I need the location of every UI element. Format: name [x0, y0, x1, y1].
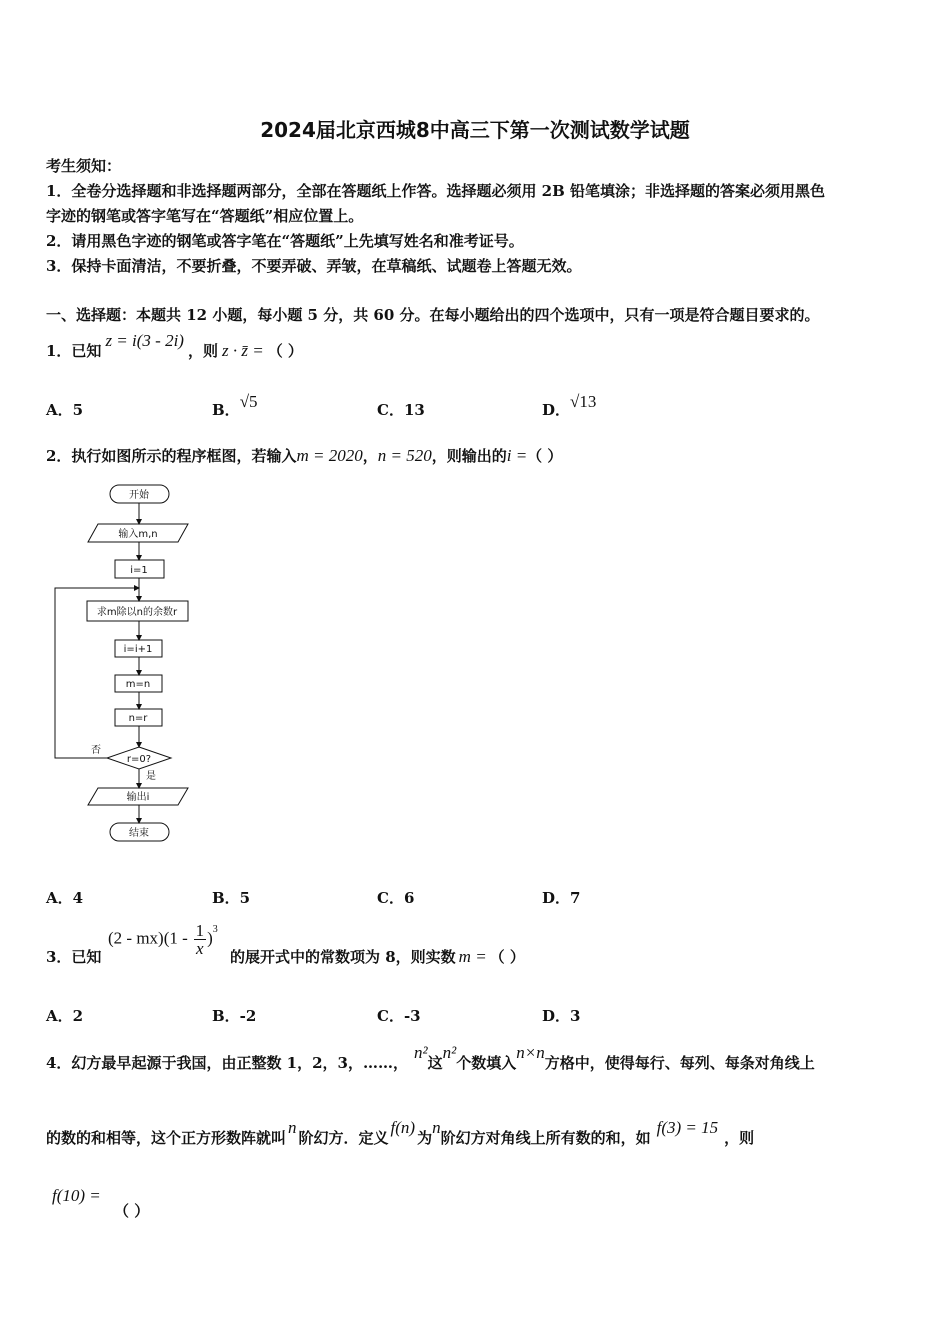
q3-option-c[interactable]: C．-3: [377, 1007, 421, 1025]
q1-option-b[interactable]: [212, 392, 258, 420]
page-title: 2024届北京西城8中高三下第一次测试数学试题: [260, 118, 690, 142]
q2-stem: [46, 445, 562, 466]
q1-option-a[interactable]: A．5: [46, 401, 84, 419]
q2-option-b[interactable]: B．5: [212, 889, 251, 907]
notice-heading: 考生须知：: [46, 157, 122, 175]
q2-option-a[interactable]: A．4: [46, 889, 84, 907]
q1-option-d[interactable]: [542, 392, 597, 420]
q2-option-c[interactable]: C．6: [377, 889, 415, 907]
notice-line-1a: 1．全卷分选择题和非选择题两部分，全部在答题纸上作答。选择题必须用 2B 铅笔填涂；非选择题的答案必须用黑色: [46, 182, 826, 200]
q1-option-b-value: √5: [239, 392, 258, 411]
notice-line-3: 3．保持卡面清洁，不要折叠，不要弄破、弄皱，在草稿纸、试题卷上答题无效。: [46, 257, 582, 275]
q3-formula: [108, 922, 218, 957]
q4-line1-mid: 个数填入: [456, 1054, 517, 1072]
q4-line1-prefix: 4．幻方最早起源于我国，由正整数 1，2，3，……，: [46, 1054, 408, 1072]
flow-cond-label: r=0?: [126, 754, 152, 765]
q2-suffix: （ ）: [527, 447, 563, 465]
q2-m-value: m = 2020: [296, 446, 363, 465]
q3-formula-a: (2 - mx)(1 -: [108, 928, 188, 948]
flow-yes-label: 是: [146, 771, 156, 782]
flow-input-label: 输入m,n: [118, 529, 158, 540]
flow-remainder-label: 求m除以n的余数r: [96, 607, 178, 618]
flow-end-label: 结束: [129, 828, 149, 839]
q4-fn: f(n): [390, 1118, 416, 1137]
q1-option-b-label: B．: [212, 401, 240, 419]
q4-suffix: （ ）: [114, 1202, 150, 1220]
q1-stem: [46, 331, 303, 361]
q3-formula-exp: 3: [212, 923, 218, 935]
q4-line2-suffix: ，则: [724, 1129, 755, 1147]
flow-inc-label: i=i+1: [123, 644, 153, 655]
q4-line-1: [46, 1043, 815, 1073]
q1-option-d-value: √13: [570, 392, 597, 411]
q2-prefix: 2．执行如图所示的程序框图，若输入: [46, 447, 297, 465]
q3-formula-close: ): [207, 928, 213, 948]
q4-line2-mid2: 阶幻方对角线上所有数的和，如: [440, 1129, 651, 1147]
q3-formula-den: x: [196, 939, 204, 958]
q2-option-d[interactable]: D．7: [542, 889, 581, 907]
notice-line-1b: 字迹的钢笔或答字笔写在“答题纸”相应位置上。: [46, 207, 364, 225]
q2-n-value: n = 520: [377, 446, 432, 465]
q3-option-d[interactable]: D．3: [542, 1007, 581, 1025]
q3-option-a[interactable]: A．2: [46, 1007, 84, 1025]
q4-zhe: 这: [427, 1054, 443, 1072]
q1-prefix: 1．已知: [46, 342, 102, 360]
q1-option-d-label: D．: [542, 401, 571, 419]
q4-n-squared-a: n²: [413, 1043, 428, 1062]
q3-formula-num: 1: [195, 921, 205, 940]
q4-n-b: n: [432, 1118, 441, 1137]
q3-stem-rest: [230, 946, 525, 967]
flowchart: [45, 480, 205, 850]
q4-line2-prefix: 的数的和相等，这个正方形数阵就叫: [46, 1129, 287, 1147]
q4-nxn: n×n: [516, 1043, 545, 1062]
q2-middle: ，则输出的: [431, 447, 507, 465]
flow-output-label: 输出i: [126, 792, 150, 803]
q1-option-c[interactable]: C．13: [377, 401, 425, 419]
q4-line1-suffix: 方格中，使得每行、每列、每条对角线上: [544, 1054, 815, 1072]
q4-f3: f(3) = 15: [656, 1118, 719, 1137]
q4-wei: 为: [417, 1129, 433, 1147]
q3-middle: 的展开式中的常数项为 8，则实数: [230, 948, 456, 966]
q2-i: i =: [506, 446, 528, 465]
section-heading: 一、选择题：本题共 12 小题，每小题 5 分，共 60 分。在每小题给出的四个选项中，只有一项是符合题目要求的。: [46, 306, 820, 324]
q4-f10: [52, 1186, 101, 1206]
q1-formula-2: z · z̄ =: [221, 341, 264, 360]
q4-n-squared-b: n²: [442, 1043, 457, 1062]
flow-assign-n-label: n=r: [128, 713, 148, 724]
q4-line-2: [46, 1118, 755, 1148]
flow-start-label: 开始: [129, 490, 149, 501]
q3-option-b[interactable]: B．-2: [212, 1007, 257, 1025]
q3-m: m =: [458, 947, 487, 966]
q3-suffix: （ ）: [489, 948, 525, 966]
q2-comma: ，: [362, 447, 378, 465]
q4-line2-mid: 阶幻方．定义: [298, 1129, 389, 1147]
q1-suffix: （ ）: [267, 342, 303, 360]
flow-no-label: 否: [91, 745, 101, 756]
q4-f10-formula: f(10) =: [52, 1186, 101, 1205]
q4-n: n: [288, 1118, 297, 1137]
q1-middle: ，则: [187, 342, 218, 360]
flow-init-label: i=1: [130, 565, 148, 576]
notice-line-2: 2．请用黑色字迹的钢笔或答字笔在“答题纸”上先填写姓名和准考证号。: [46, 232, 524, 250]
q1-formula: z = i(3 - 2i): [105, 331, 184, 350]
flow-assign-m-label: m=n: [125, 679, 151, 690]
q3-prefix: 3．已知: [46, 948, 102, 966]
